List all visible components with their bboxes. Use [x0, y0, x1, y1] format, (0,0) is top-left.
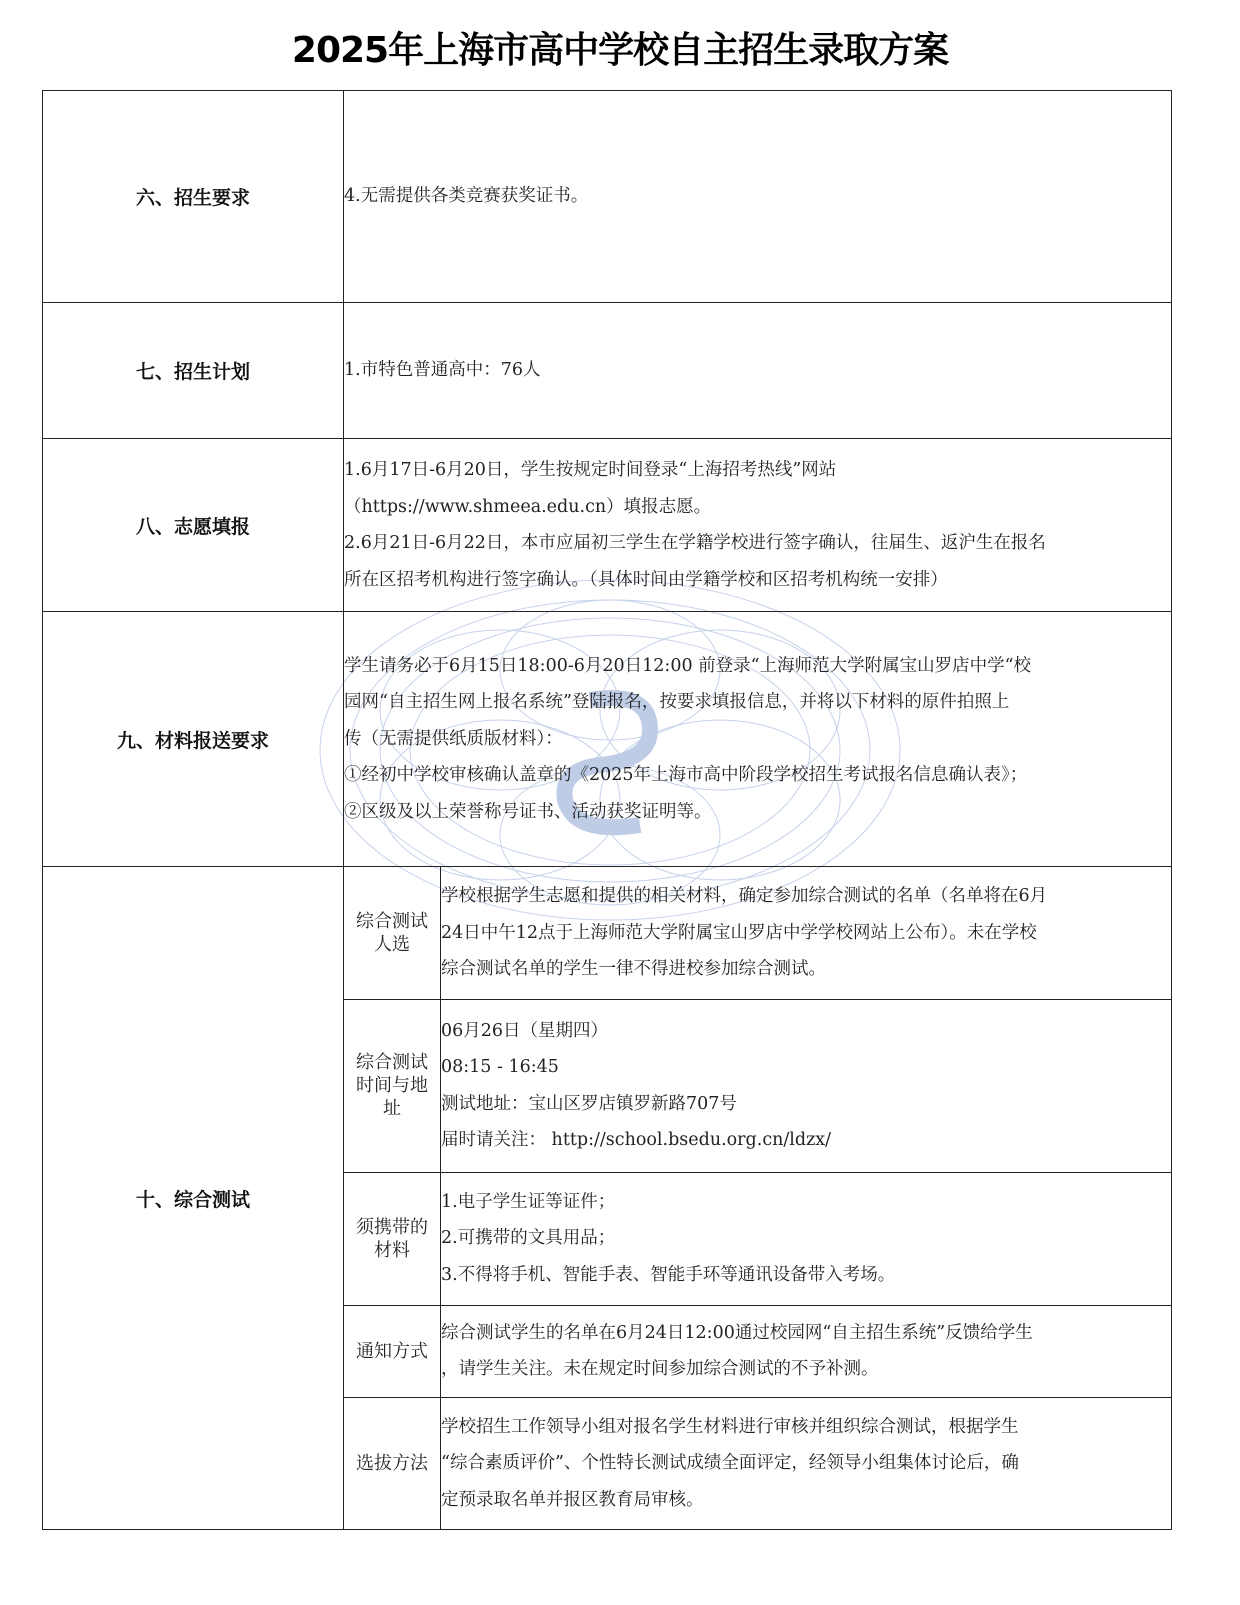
- section-content: [344, 91, 1172, 303]
- content-line: （https://www.shmeea.edu.cn）填报志愿。: [344, 496, 712, 517]
- test-row: [344, 1172, 1171, 1305]
- content-line: 24日中午12点于上海师范大学附属宝山罗店中学学校网站上公布）。未在学校: [441, 922, 1037, 943]
- test-sublabel: 综合测试 时间与地 址: [344, 999, 441, 1172]
- test-row: [344, 1397, 1171, 1529]
- section-content: [344, 439, 1172, 612]
- content-line: 4.无需提供各类竞赛获奖证书。: [344, 186, 589, 207]
- content-line: 园网“自主招生网上报名系统”登陆报名，按要求填报信息，并将以下材料的原件拍照上: [344, 692, 1010, 713]
- section-label: 七、招生计划: [43, 303, 344, 439]
- content-line: ②区级及以上荣誉称号证书、活动获奖证明等。: [344, 801, 712, 822]
- test-details: [344, 867, 1172, 1530]
- section-row: [43, 303, 1172, 439]
- section-content: [344, 612, 1172, 867]
- content-line: 08:15 - 16:45: [441, 1057, 559, 1077]
- test-content: [441, 1172, 1172, 1305]
- test-row: [344, 867, 1171, 999]
- page-title: 2025年上海市高中学校自主招生录取方案: [291, 30, 949, 71]
- content-line: 学校根据学生志愿和提供的相关材料，确定参加综合测试的名单（名单将在6月: [441, 886, 1048, 906]
- test-sublabel: 通知方式: [344, 1305, 441, 1397]
- content-line: 2.可携带的文具用品；: [441, 1228, 616, 1249]
- test-content: [441, 1397, 1172, 1529]
- test-row: [344, 999, 1171, 1172]
- test-content: [441, 999, 1172, 1172]
- content-line: “综合素质评价”、个性特长测试成绩全面评定，经领导小组集体讨论后，确: [441, 1453, 1019, 1473]
- admission-plan-table: [42, 90, 1172, 1530]
- content-line: ①经初中学校审核确认盖章的《2025年上海市高中阶段学校招生考试报名信息确认表》；: [344, 765, 1028, 786]
- content-line: 3.不得将手机、智能手表、智能手环等通讯设备带入考场。: [441, 1264, 896, 1285]
- section-content: [344, 303, 1172, 439]
- content-line: 定预录取名单并报区教育局审核。: [441, 1489, 704, 1510]
- content-line: 综合测试学生的名单在6月24日12:00通过校园网“自主招生系统”反馈给学生: [441, 1322, 1033, 1343]
- content-line: 学校招生工作领导小组对报名学生材料进行审核并组织综合测试，根据学生: [441, 1416, 1019, 1437]
- test-url-link[interactable]: 届时请关注： http://school.bsedu.org.cn/ldzx/: [441, 1130, 832, 1150]
- test-row: [344, 1305, 1171, 1397]
- section-row: [43, 612, 1172, 867]
- section-label: 九、材料报送要求: [43, 612, 344, 867]
- content-line: 所在区招考机构进行签字确认。（具体时间由学籍学校和区招考机构统一安排）: [344, 569, 948, 590]
- content-line: ，请学生关注。未在规定时间参加综合测试的不予补测。: [441, 1359, 879, 1379]
- test-sublabel: 须携带的 材料: [344, 1172, 441, 1305]
- section-row: [43, 91, 1172, 303]
- content-line: 2.6月21日-6月22日，本市应届初三学生在学籍学校进行签字确认，往届生、返沪生在报名: [344, 533, 1046, 553]
- section-row: [43, 867, 1172, 1530]
- content-line: 1.电子学生证等证件；: [441, 1191, 616, 1212]
- section-label: 六、招生要求: [43, 91, 344, 303]
- test-content: [441, 1305, 1172, 1397]
- test-sublabel: 综合测试 人选: [344, 867, 441, 999]
- test-content: [441, 867, 1172, 999]
- content-line: 传（无需提供纸质版材料）：: [344, 728, 563, 749]
- test-subtable: [344, 867, 1171, 1529]
- content-line: 06月26日（星期四）: [441, 1020, 609, 1041]
- section-row: [43, 439, 1172, 612]
- content-line: 1.6月17日-6月20日，学生按规定时间登录“上海招考热线”网站: [344, 460, 837, 480]
- section-label: 十、综合测试: [43, 867, 344, 1530]
- test-sublabel: 选拔方法: [344, 1397, 441, 1529]
- content-line: 测试地址：宝山区罗店镇罗新路707号: [441, 1093, 737, 1114]
- content-line: 1.市特色普通高中：76人: [344, 360, 541, 381]
- section-label: 八、志愿填报: [43, 439, 344, 612]
- content-line: 综合测试名单的学生一律不得进校参加综合测试。: [441, 959, 826, 979]
- content-line: 学生请务必于6月15日18:00-6月20日12:00 前登录“上海师范大学附属宝山罗店中学“校: [344, 655, 1032, 676]
